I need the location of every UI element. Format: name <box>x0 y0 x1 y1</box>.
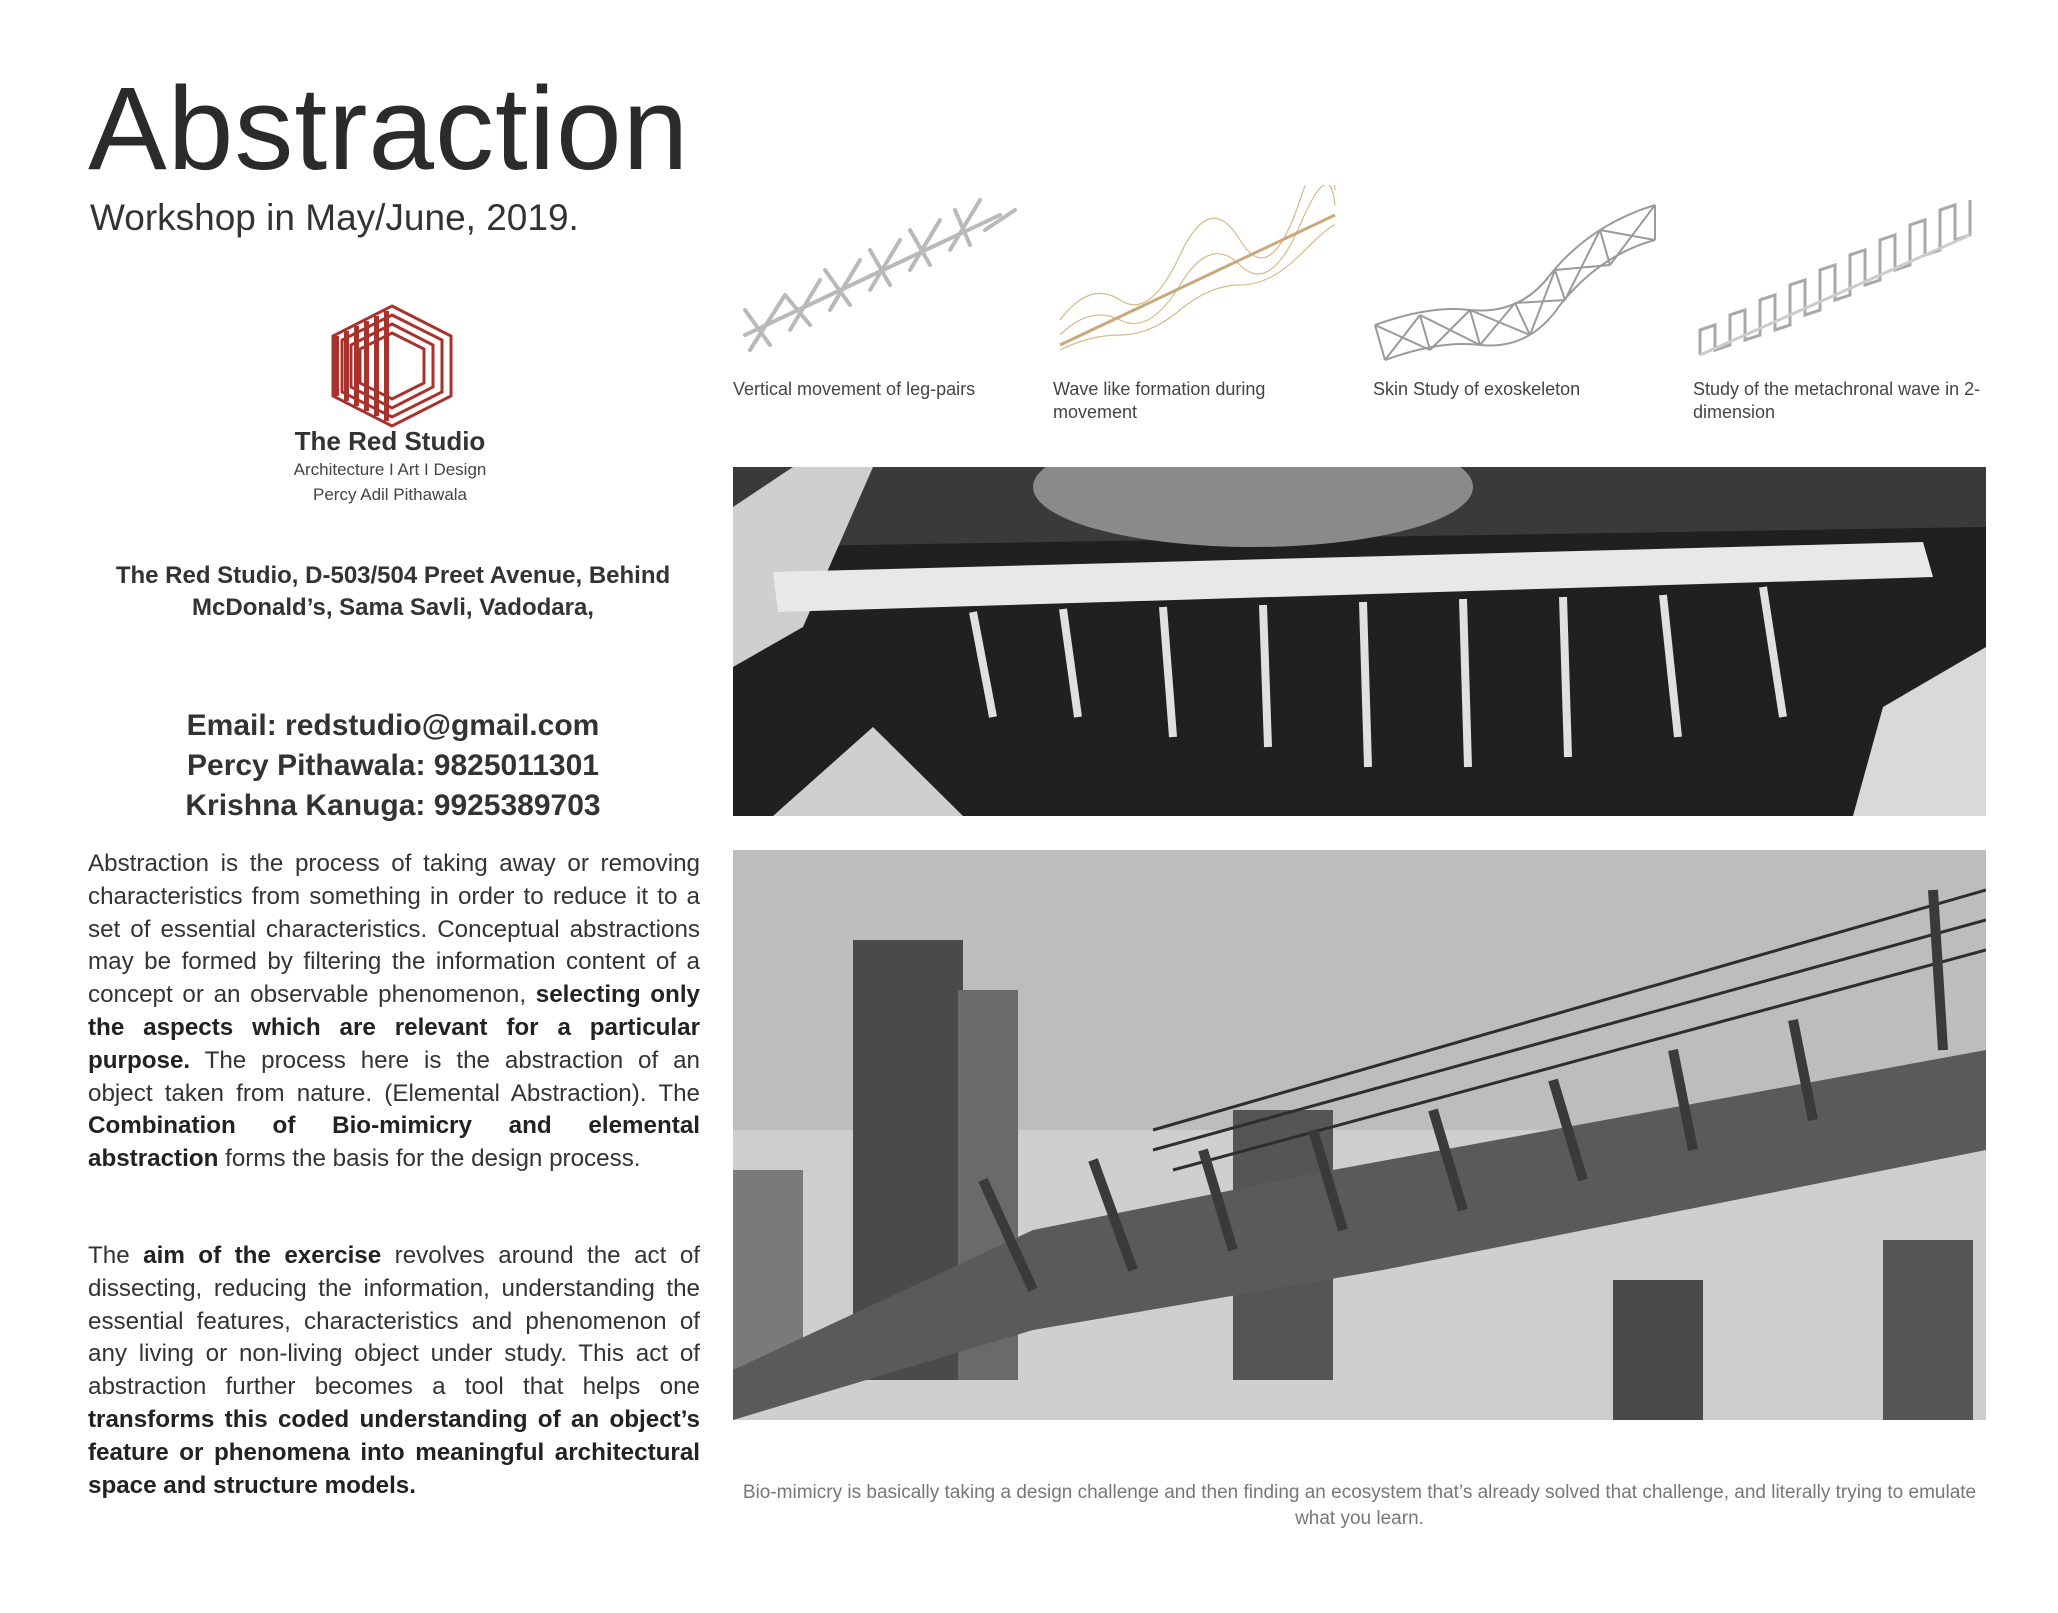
studio-person: Percy Adil Pithawala <box>312 485 468 504</box>
contact-email: Email: redstudio@gmail.com <box>186 709 600 742</box>
study-caption-3: Skin Study of exoskeleton <box>1373 379 1581 399</box>
abstraction-paragraph: Abstraction is the process of taking away or removing characteristics from something in order to reduce it to a set of essential characteristics. Conceptual abstractions may be formed by filtering the information content of a concept or an observable phenomenon, selecting only the aspects which are relevant for a particular purpose. The process here is the abstraction of an object taken from nature. (Elemental Abstraction). The Combination of Bio-mimicry and elemental abstraction forms the basis for the design process. <box>88 850 700 1173</box>
contact-krishna: Krishna Kanuga: 9925389703 <box>185 788 601 822</box>
page-title: Abstraction <box>88 63 690 195</box>
aim-paragraph: The aim of the exercise revolves around the act of dissecting, reducing the information, understanding the essential features, characteristics and phenomenon of any living or non-living object under study. This act of abstraction further becomes a tool that helps one transforms this coded understanding of an object’s feature or phenomena into meaningful architectural space and structure models. <box>88 1242 700 1499</box>
studio-tagline: Architecture I Art I Design <box>293 460 487 479</box>
bottom-caption: Bio-mimicry is basically taking a design challenge and then finding an ecosystem that’s already solved that challenge, and literally trying to emulate what you learn. <box>742 1482 1977 1529</box>
studio-address: The Red Studio, D-503/504 Preet Avenue, Behind McDonald’s, Sama Savli, Vadodara, <box>115 562 671 622</box>
study-caption-1: Vertical movement of leg-pairs <box>733 379 976 399</box>
red-studio-logo <box>330 303 454 429</box>
wave-formation-model-image <box>1050 185 1340 375</box>
studio-name: The Red Studio <box>294 426 486 456</box>
leg-pairs-model-image <box>730 185 1020 375</box>
metachronal-wave-model-image <box>1690 185 1980 375</box>
bridge-rendering-photo <box>733 850 1986 1420</box>
page-subtitle: Workshop in May/June, 2019. <box>90 197 579 238</box>
study-caption-4: Study of the metachronal wave in 2-dimension <box>1693 379 1981 422</box>
contact-block <box>88 706 698 826</box>
study-caption-2: Wave like formation during movement <box>1053 379 1266 422</box>
model-closeup-photo <box>733 467 1986 816</box>
exoskeleton-skin-model-image <box>1370 185 1660 375</box>
contact-percy: Percy Pithawala: 9825011301 <box>187 748 599 782</box>
